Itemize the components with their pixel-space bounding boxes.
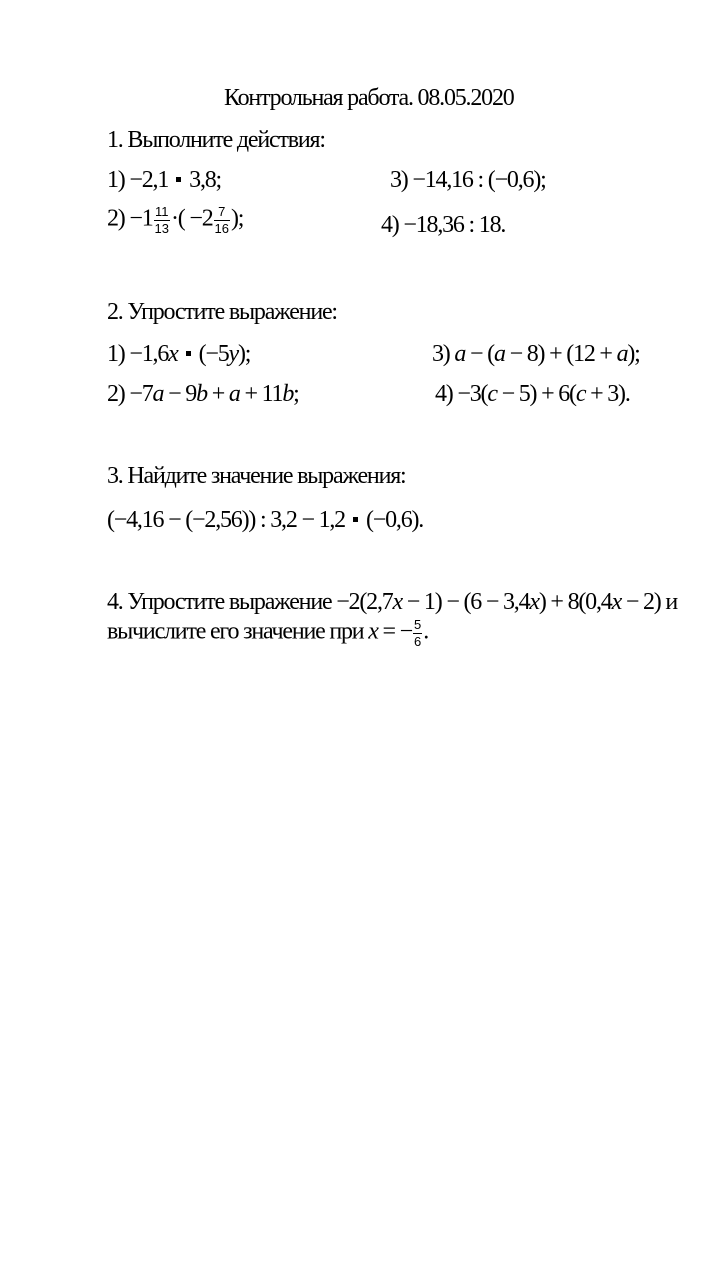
multiply-dot-icon xyxy=(353,517,358,522)
variable: x xyxy=(168,341,178,367)
expr-part: (−0,6). xyxy=(365,507,424,533)
expr-part: 4) −3( xyxy=(435,381,488,407)
expr-part: ); xyxy=(237,341,251,367)
expr-part: ; xyxy=(293,381,299,407)
task2-expr-2 xyxy=(107,382,299,406)
expr-part: ); xyxy=(231,205,244,232)
expr-part: 2) −1 xyxy=(107,205,153,232)
page-title: Контрольная работа. 08.05.2020 xyxy=(224,85,514,111)
expr-part: (−5 xyxy=(198,341,229,367)
expr-part: = − xyxy=(377,618,412,645)
expr-part: − 5) + 6( xyxy=(496,381,576,407)
expr-part: 1) −2,1 xyxy=(107,167,169,193)
variable: b xyxy=(282,381,294,407)
fraction-denominator: 16 xyxy=(214,220,229,236)
task1-expr-1 xyxy=(107,168,221,192)
expr-part: . xyxy=(423,618,429,645)
task1-expr-4: 4) −18,36 : 18. xyxy=(381,212,506,238)
variable: c xyxy=(487,381,497,407)
fraction-denominator: 13 xyxy=(154,220,169,236)
variable: a xyxy=(616,341,628,367)
expr-part: − 2) и xyxy=(621,589,678,615)
task4-line-2 xyxy=(107,618,428,648)
expr-part: − ( xyxy=(465,341,494,367)
variable: x xyxy=(368,618,378,645)
fraction-numerator: 5 xyxy=(413,617,422,632)
variable: a xyxy=(152,381,164,407)
task2-expr-4 xyxy=(435,382,630,406)
task1-expr-3: 3) −14,16 : (−0,6); xyxy=(390,167,546,193)
expr-part: − 1) − (6 − 3,4 xyxy=(402,589,530,615)
task2-expr-3 xyxy=(432,342,640,366)
task2-expr-1 xyxy=(107,342,250,366)
expr-part: ) + 8(0,4 xyxy=(538,589,612,615)
multiply-dot-icon xyxy=(176,177,181,182)
task1-heading: 1. Выполните действия: xyxy=(107,127,325,153)
fraction-numerator: 7 xyxy=(214,205,230,221)
task3-expr xyxy=(107,508,423,532)
task4-line-1 xyxy=(107,590,677,614)
fraction-numerator: 11 xyxy=(155,204,169,219)
expr-part: − 9 xyxy=(163,381,197,407)
expr-part: ); xyxy=(627,341,640,367)
variable: x xyxy=(392,589,402,615)
expr-part: 3,8; xyxy=(189,167,222,193)
variable: a xyxy=(228,381,240,407)
expr-part: + 3). xyxy=(585,381,630,407)
variable: x xyxy=(529,589,539,615)
expr-part: + xyxy=(206,381,229,407)
expr-part: 2) −7 xyxy=(107,381,153,407)
expr-part: (−4,16 − (−2,56)) : 3,2 − 1,2 xyxy=(107,507,345,533)
variable: x xyxy=(611,589,622,615)
variable: b xyxy=(196,381,207,407)
expr-part: − 8) + (12 + xyxy=(504,341,617,367)
variable: a xyxy=(454,341,466,367)
multiply-dot-icon xyxy=(186,351,191,356)
fraction xyxy=(154,205,170,235)
variable: y xyxy=(228,341,238,367)
expr-part: + 11 xyxy=(239,381,283,407)
fraction xyxy=(413,618,422,648)
task1-expr-2 xyxy=(107,205,243,235)
expr-part: 4. Упростите выражение −2(2,7 xyxy=(107,589,393,615)
fraction xyxy=(214,205,230,235)
expr-part: 1) −1,6 xyxy=(107,341,169,367)
task2-heading: 2. Упростите выражение: xyxy=(107,299,337,325)
variable: a xyxy=(493,341,505,367)
fraction-denominator: 6 xyxy=(413,633,422,649)
task3-heading: 3. Найдите значение выражения: xyxy=(107,463,406,489)
variable: c xyxy=(575,381,586,407)
expr-part: вычислите его значение при xyxy=(107,618,369,645)
expr-part: ·( −2 xyxy=(171,205,213,232)
expr-part: 3) xyxy=(432,341,455,367)
